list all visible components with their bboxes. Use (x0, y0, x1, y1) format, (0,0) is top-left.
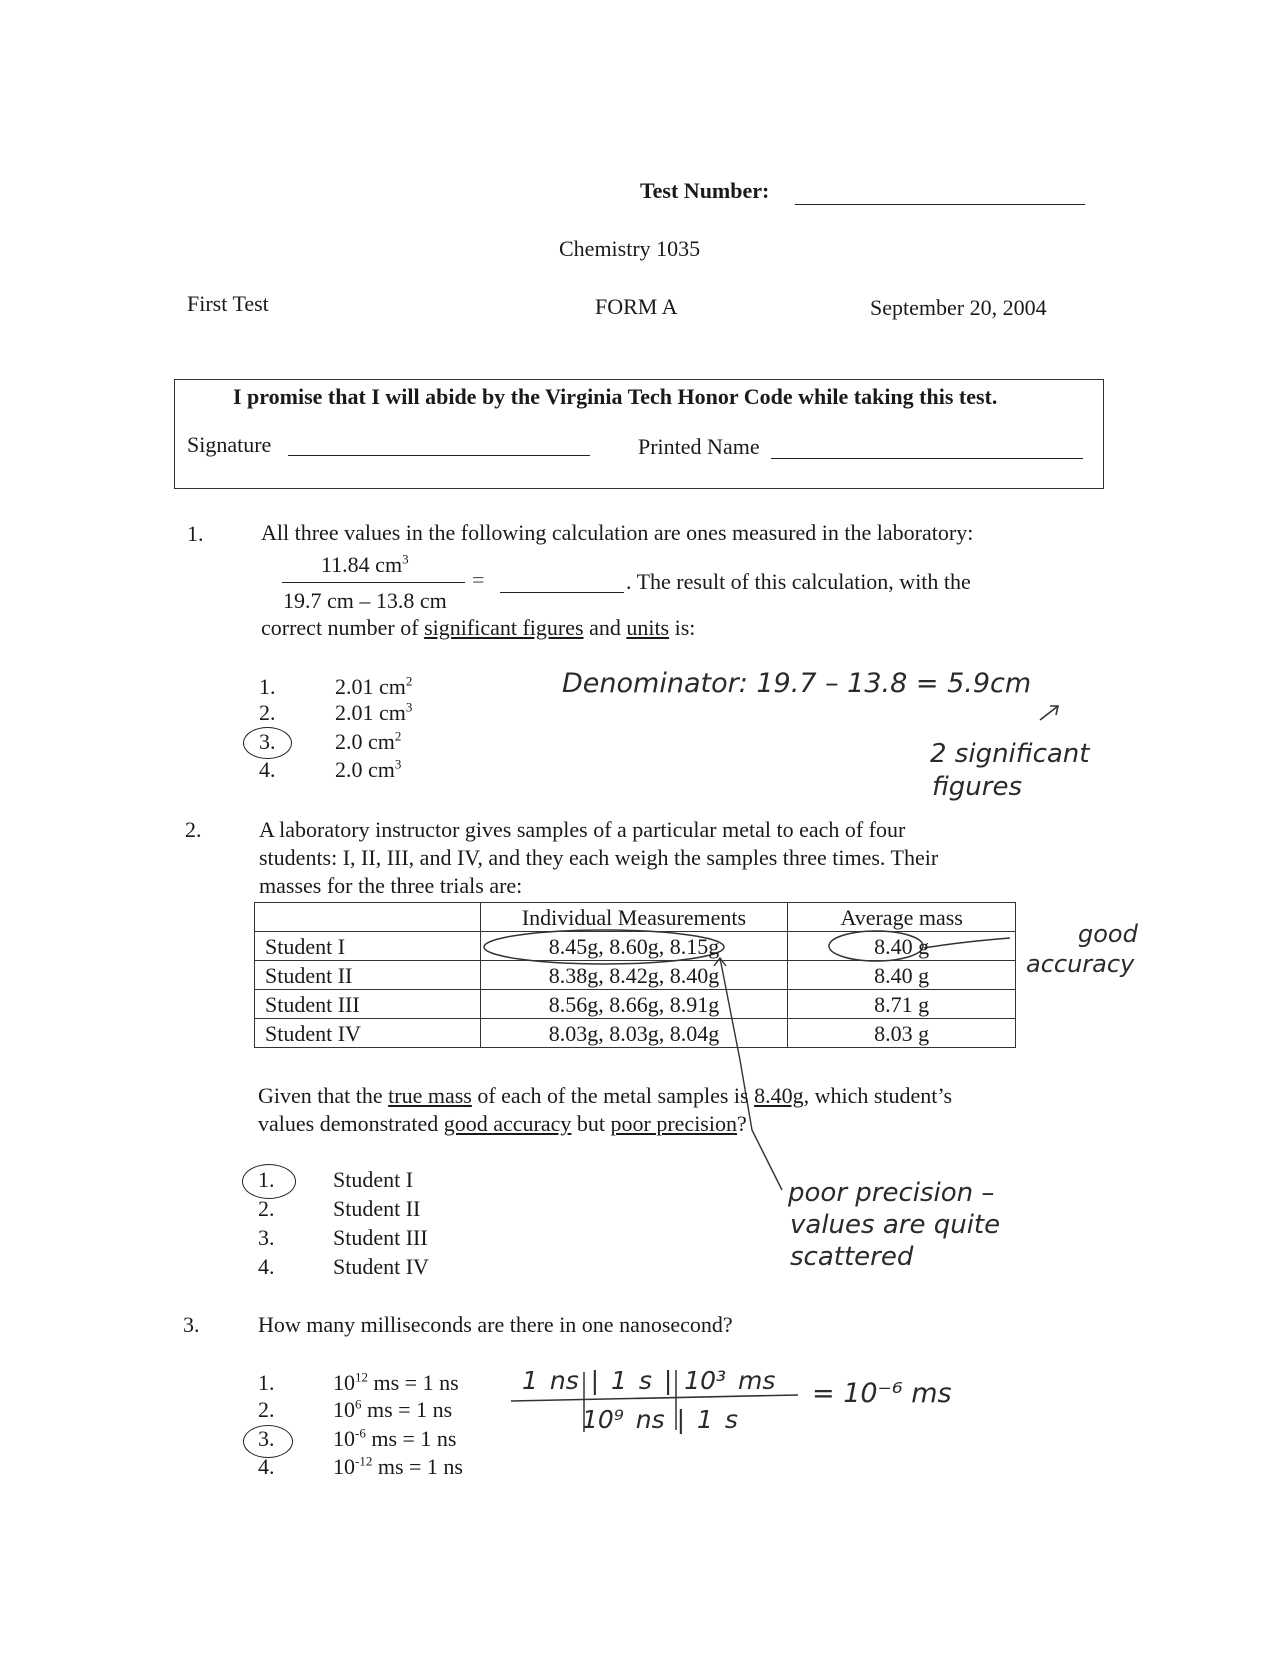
row-measurements: 8.45g, 8.60g, 8.15g (480, 932, 788, 961)
table-header-row (255, 903, 1016, 932)
q2-question-line-2: values demonstrated good accuracy but poor precision? (258, 1111, 747, 1136)
row-average: 8.03 g (788, 1019, 1016, 1048)
q2-option-value: Student II (333, 1196, 421, 1221)
q3-stem: How many milliseconds are there in one nanosecond? (258, 1312, 733, 1337)
table-row (255, 1019, 1016, 1048)
row-measurements: 8.56g, 8.66g, 8.91g (480, 990, 788, 1019)
q3-number: 3. (183, 1312, 200, 1337)
row-measurements: 8.38g, 8.42g, 8.40g (480, 961, 788, 990)
q3-option-num[interactable]: 3. (258, 1426, 275, 1451)
q3-answer-circle (243, 1425, 293, 1458)
q2-note-poor-3: scattered (790, 1242, 914, 1272)
q1-option-num[interactable]: 4. (259, 757, 276, 782)
q3-option-value: $10^6$ ms = 1 ns (333, 1396, 453, 1422)
test-name: First Test (187, 291, 269, 316)
q2-note-poor-1: poor precision – (788, 1178, 995, 1208)
table-header-blank (255, 903, 481, 932)
q1-option-value: 2.0 $cm^3$ (335, 756, 402, 782)
q1-option-value: 2.01 $cm^2$ (335, 673, 413, 699)
q1-numerator: 11.84 $cm^3$ (321, 551, 409, 577)
q2-stem-2: students: I, II, III, and IV, and they each weigh the samples three times. Their (259, 845, 939, 870)
q1-option-value: 2.0 $cm^2$ (335, 728, 402, 754)
signature-label: Signature (187, 432, 272, 457)
q2-note-poor-2: values are quite (790, 1210, 1001, 1240)
printed-name-label: Printed Name (638, 434, 760, 459)
q1-option-num[interactable]: 2. (259, 700, 276, 725)
row-student: Student I (255, 932, 481, 961)
q1-equals: = (472, 567, 485, 592)
q1-option-num[interactable]: 1. (259, 674, 276, 699)
row-measurements: 8.03g, 8.03g, 8.04g (480, 1019, 788, 1048)
q2-question-line-1: Given that the true mass of each of the metal samples is 8.40g, which student’s (258, 1083, 953, 1108)
col-individual: Individual Measurements (480, 903, 788, 932)
q1-note-arrow (1040, 706, 1058, 720)
q3-option-value: $10^{-6}$ ms = 1 ns (333, 1425, 457, 1451)
q2-option-value: Student III (333, 1225, 428, 1250)
q2-option-num[interactable]: 3. (258, 1225, 275, 1250)
q2-option-num[interactable]: 2. (258, 1196, 275, 1221)
q3-option-num[interactable]: 2. (258, 1397, 275, 1422)
q3-work-bottom: 10⁹ ns | 1 s (582, 1405, 738, 1434)
q3-option-num[interactable]: 4. (258, 1454, 275, 1479)
test-number-label: Test Number: (640, 178, 770, 203)
honor-pledge: I promise that I will abide by the Virginia Tech Honor Code while taking this test. (233, 384, 998, 409)
q1-number: 1. (187, 521, 204, 546)
q2-note-good: good (1078, 920, 1138, 948)
col-average: Average mass (788, 903, 1016, 932)
q2-stem-3: masses for the three trials are: (259, 873, 523, 898)
row-average: 8.40 g (788, 961, 1016, 990)
q3-work-top: 1 ns | 1 s | 10³ ms (522, 1366, 776, 1395)
q2-option-value: Student IV (333, 1254, 429, 1279)
q2-note-accuracy: accuracy (1026, 950, 1135, 978)
q2-option-num[interactable]: 1. (258, 1167, 275, 1192)
q2-answer-circle (242, 1164, 296, 1199)
q1-denominator: 19.7 cm – 13.8 cm (283, 588, 447, 613)
q1-option-num[interactable]: 3. (259, 729, 276, 754)
q2-option-value: Student I (333, 1167, 414, 1192)
q3-option-num[interactable]: 1. (258, 1370, 275, 1395)
q3-option-value: $10^{12}$ ms = 1 ns (333, 1369, 459, 1395)
q1-option-value: 2.01 $cm^3$ (335, 699, 413, 725)
q3-work-fraction-line (511, 1395, 798, 1401)
q1-note-sig-2: figures (932, 772, 1023, 802)
q1-note-denominator: Denominator: 19.7 – 13.8 = 5.9cm (562, 668, 1032, 699)
course-title: Chemistry 1035 (559, 236, 701, 261)
q1-stem-end: correct number of significant figures and units is: (261, 615, 696, 640)
row-student: Student III (255, 990, 481, 1019)
q2-option-num[interactable]: 4. (258, 1254, 275, 1279)
row-student: Student II (255, 961, 481, 990)
form-label: FORM A (595, 294, 678, 319)
q1-result-text: . The result of this calculation, with the (626, 569, 971, 594)
q1-note-sig-1: 2 significant (930, 739, 1090, 769)
q3-option-value: $10^{-12}$ ms = 1 ns (333, 1453, 463, 1479)
table-row (255, 990, 1016, 1019)
row-student: Student IV (255, 1019, 481, 1048)
test-date: September 20, 2004 (870, 295, 1047, 320)
q1-stem: All three values in the following calculation are ones measured in the laboratory: (261, 520, 974, 545)
row-average: 8.40 g (788, 932, 1016, 961)
q3-work-result: = 10⁻⁶ ms (812, 1378, 952, 1409)
q2-number: 2. (185, 817, 202, 842)
q2-stem-1: A laboratory instructor gives samples of a particular metal to each of four (259, 817, 906, 842)
q2-masses-table (254, 902, 1016, 1048)
row-average: 8.71 g (788, 990, 1016, 1019)
table-row (255, 961, 1016, 990)
table-row (255, 932, 1016, 961)
